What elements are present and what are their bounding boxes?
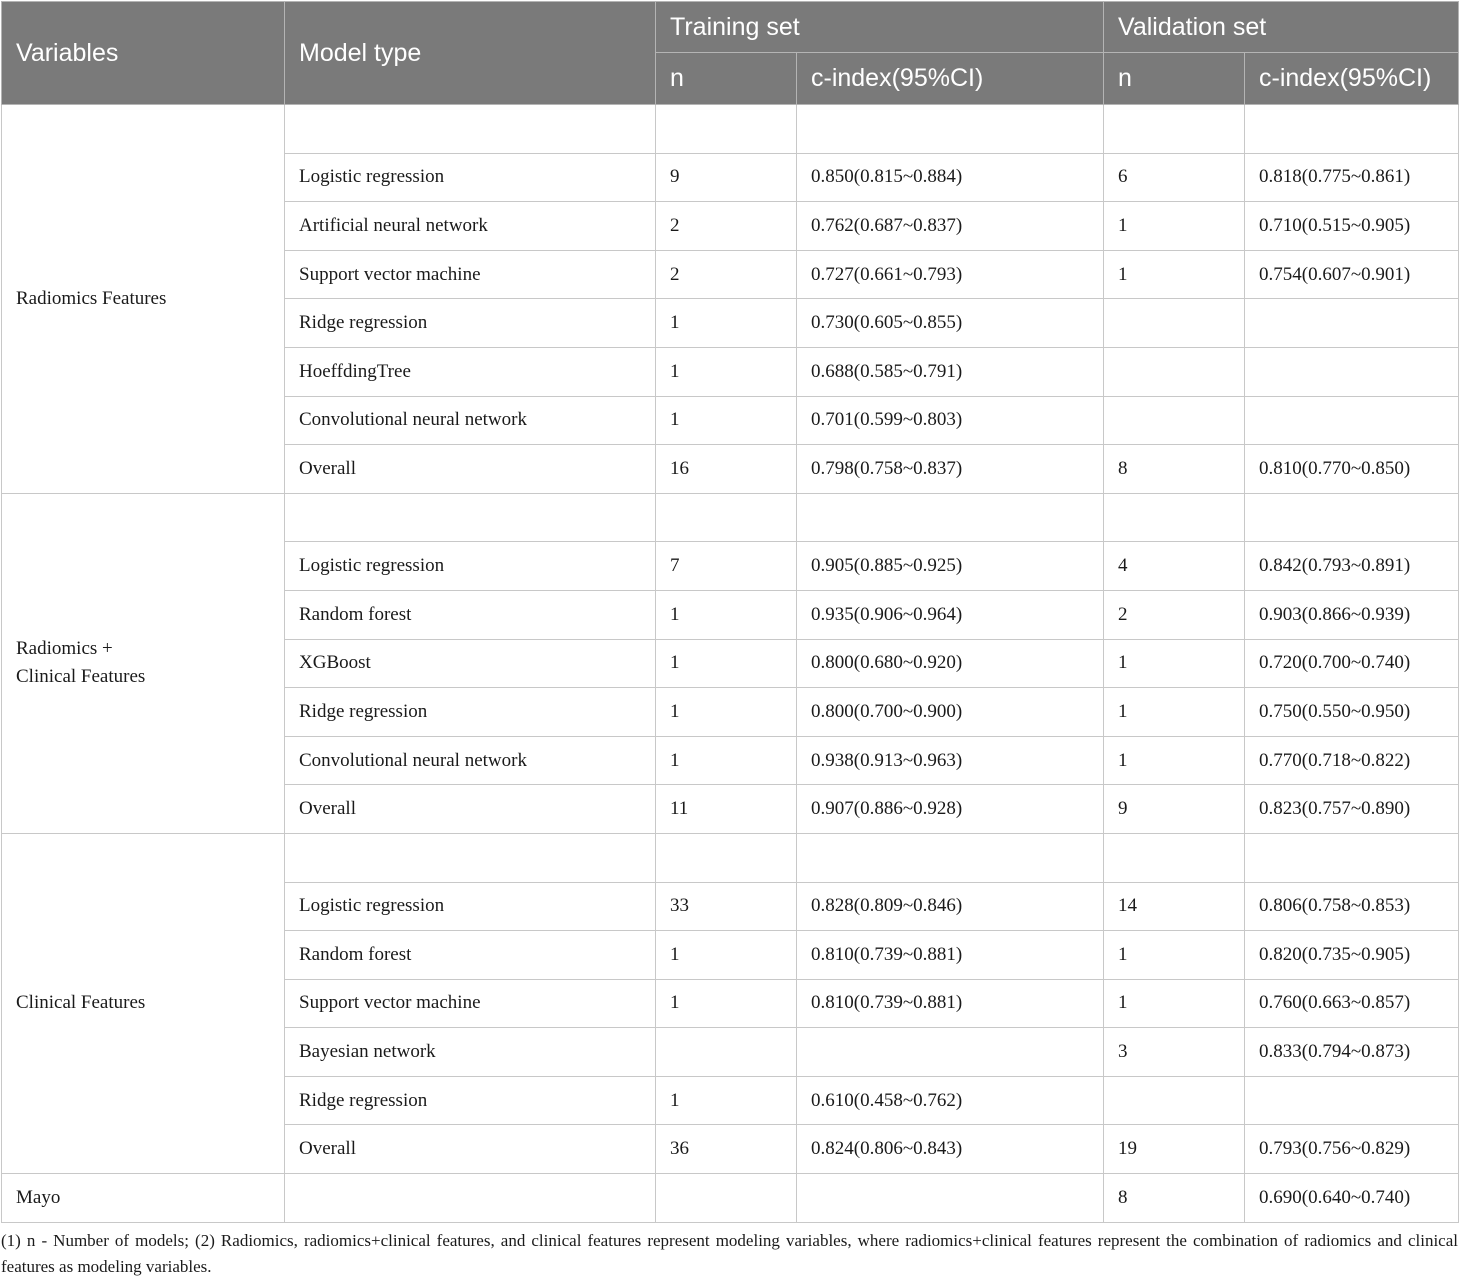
training-n-cell: 2 (656, 250, 797, 299)
training-cindex-cell: 0.800(0.700~0.900) (797, 688, 1104, 737)
training-n-cell: 1 (656, 688, 797, 737)
validation-n-cell: 19 (1104, 1125, 1245, 1174)
table-row (2, 1174, 1459, 1223)
training-n-cell: 1 (656, 931, 797, 980)
training-cindex-cell: 0.938(0.913~0.963) (797, 736, 1104, 785)
training-n-cell: 33 (656, 882, 797, 931)
training-n-cell: 36 (656, 1125, 797, 1174)
training-n-cell: 1 (656, 396, 797, 445)
training-cindex-cell: 0.828(0.809~0.846) (797, 882, 1104, 931)
validation-n-cell: 9 (1104, 785, 1245, 834)
model-type-cell: Ridge regression (285, 299, 656, 348)
header-training-cindex: c-index(95%CI) (797, 53, 1104, 105)
model-type-cell: Logistic regression (285, 153, 656, 202)
validation-n-cell: 1 (1104, 931, 1245, 980)
validation-n-cell: 4 (1104, 542, 1245, 591)
model-type-cell: Random forest (285, 931, 656, 980)
training-n-cell: 7 (656, 542, 797, 591)
validation-cindex-cell (1245, 833, 1459, 882)
training-n-cell: 1 (656, 590, 797, 639)
training-n-cell: 1 (656, 639, 797, 688)
training-n-cell (656, 833, 797, 882)
model-type-cell: Overall (285, 445, 656, 494)
model-type-cell: Logistic regression (285, 542, 656, 591)
validation-n-cell: 6 (1104, 153, 1245, 202)
validation-cindex-cell: 0.810(0.770~0.850) (1245, 445, 1459, 494)
model-type-cell: Convolutional neural network (285, 396, 656, 445)
training-n-cell: 9 (656, 153, 797, 202)
training-cindex-cell (797, 493, 1104, 542)
training-cindex-cell: 0.810(0.739~0.881) (797, 979, 1104, 1028)
validation-n-cell (1104, 493, 1245, 542)
training-cindex-cell: 0.610(0.458~0.762) (797, 1076, 1104, 1125)
model-type-cell: Convolutional neural network (285, 736, 656, 785)
validation-n-cell: 1 (1104, 979, 1245, 1028)
model-type-cell: Ridge regression (285, 688, 656, 737)
header-model-type: Model type (285, 2, 656, 105)
table-body (2, 105, 1459, 1223)
table-row (2, 105, 1459, 154)
validation-cindex-cell: 0.754(0.607~0.901) (1245, 250, 1459, 299)
variable-group-cell: Clinical Features (2, 833, 285, 1173)
training-n-cell (656, 1174, 797, 1223)
training-cindex-cell: 0.727(0.661~0.793) (797, 250, 1104, 299)
training-cindex-cell: 0.850(0.815~0.884) (797, 153, 1104, 202)
table-footnote: (1) n - Number of models; (2) Radiomics, radiomics+clinical features, and clinical features represent modeling variables, where radiomics+clinical features represent the combination of radiomics and clinical features as modeling variables. (1, 1231, 1458, 1276)
training-cindex-cell: 0.701(0.599~0.803) (797, 396, 1104, 445)
training-cindex-cell (797, 105, 1104, 154)
header-validation-cindex: c-index(95%CI) (1245, 53, 1459, 105)
validation-n-cell (1104, 105, 1245, 154)
header-training-n: n (656, 53, 797, 105)
model-type-cell: Logistic regression (285, 882, 656, 931)
training-n-cell: 1 (656, 1076, 797, 1125)
validation-cindex-cell (1245, 347, 1459, 396)
validation-cindex-cell: 0.750(0.550~0.950) (1245, 688, 1459, 737)
validation-n-cell (1104, 1076, 1245, 1125)
variable-group-cell: Mayo (2, 1174, 285, 1223)
validation-cindex-cell (1245, 299, 1459, 348)
training-n-cell: 1 (656, 736, 797, 785)
model-type-cell: Random forest (285, 590, 656, 639)
validation-cindex-cell: 0.820(0.735~0.905) (1245, 931, 1459, 980)
model-type-cell: Overall (285, 1125, 656, 1174)
results-table (1, 1, 1459, 1223)
validation-cindex-cell: 0.710(0.515~0.905) (1245, 202, 1459, 251)
table-header (2, 2, 1459, 105)
validation-cindex-cell: 0.806(0.758~0.853) (1245, 882, 1459, 931)
validation-n-cell (1104, 347, 1245, 396)
validation-n-cell (1104, 299, 1245, 348)
validation-n-cell: 1 (1104, 639, 1245, 688)
training-n-cell: 1 (656, 299, 797, 348)
training-n-cell (656, 105, 797, 154)
training-n-cell: 11 (656, 785, 797, 834)
validation-n-cell: 8 (1104, 1174, 1245, 1223)
validation-n-cell: 3 (1104, 1028, 1245, 1077)
training-n-cell: 16 (656, 445, 797, 494)
validation-n-cell: 1 (1104, 250, 1245, 299)
validation-n-cell: 1 (1104, 736, 1245, 785)
training-n-cell: 1 (656, 347, 797, 396)
training-cindex-cell (797, 833, 1104, 882)
validation-n-cell: 8 (1104, 445, 1245, 494)
validation-n-cell (1104, 833, 1245, 882)
validation-cindex-cell: 0.823(0.757~0.890) (1245, 785, 1459, 834)
validation-cindex-cell: 0.818(0.775~0.861) (1245, 153, 1459, 202)
training-n-cell (656, 493, 797, 542)
validation-n-cell: 1 (1104, 688, 1245, 737)
training-cindex-cell: 0.730(0.605~0.855) (797, 299, 1104, 348)
training-cindex-cell: 0.907(0.886~0.928) (797, 785, 1104, 834)
training-cindex-cell (797, 1174, 1104, 1223)
validation-cindex-cell: 0.770(0.718~0.822) (1245, 736, 1459, 785)
model-type-cell (285, 105, 656, 154)
validation-cindex-cell: 0.720(0.700~0.740) (1245, 639, 1459, 688)
model-type-cell (285, 493, 656, 542)
training-cindex-cell: 0.762(0.687~0.837) (797, 202, 1104, 251)
header-validation-n: n (1104, 53, 1245, 105)
training-cindex-cell: 0.800(0.680~0.920) (797, 639, 1104, 688)
validation-cindex-cell (1245, 493, 1459, 542)
training-cindex-cell: 0.824(0.806~0.843) (797, 1125, 1104, 1174)
validation-n-cell (1104, 396, 1245, 445)
training-cindex-cell: 0.905(0.885~0.925) (797, 542, 1104, 591)
validation-cindex-cell: 0.793(0.756~0.829) (1245, 1125, 1459, 1174)
training-cindex-cell (797, 1028, 1104, 1077)
validation-cindex-cell: 0.842(0.793~0.891) (1245, 542, 1459, 591)
model-type-cell (285, 833, 656, 882)
validation-cindex-cell (1245, 396, 1459, 445)
model-type-cell: Overall (285, 785, 656, 834)
validation-n-cell: 2 (1104, 590, 1245, 639)
validation-cindex-cell: 0.903(0.866~0.939) (1245, 590, 1459, 639)
model-type-cell: Bayesian network (285, 1028, 656, 1077)
model-type-cell: HoeffdingTree (285, 347, 656, 396)
validation-cindex-cell (1245, 1076, 1459, 1125)
validation-cindex-cell: 0.833(0.794~0.873) (1245, 1028, 1459, 1077)
model-type-cell: Artificial neural network (285, 202, 656, 251)
header-training-set: Training set (656, 2, 1104, 53)
training-n-cell: 1 (656, 979, 797, 1028)
validation-n-cell: 1 (1104, 202, 1245, 251)
training-cindex-cell: 0.798(0.758~0.837) (797, 445, 1104, 494)
model-type-cell: Ridge regression (285, 1076, 656, 1125)
header-validation-set: Validation set (1104, 2, 1459, 53)
training-cindex-cell: 0.810(0.739~0.881) (797, 931, 1104, 980)
model-type-cell: XGBoost (285, 639, 656, 688)
validation-cindex-cell: 0.760(0.663~0.857) (1245, 979, 1459, 1028)
model-type-cell: Support vector machine (285, 250, 656, 299)
model-type-cell (285, 1174, 656, 1223)
variable-group-cell: Radiomics Features (2, 105, 285, 494)
training-n-cell (656, 1028, 797, 1077)
training-cindex-cell: 0.688(0.585~0.791) (797, 347, 1104, 396)
validation-cindex-cell (1245, 105, 1459, 154)
training-n-cell: 2 (656, 202, 797, 251)
header-variables: Variables (2, 2, 285, 105)
training-cindex-cell: 0.935(0.906~0.964) (797, 590, 1104, 639)
validation-cindex-cell: 0.690(0.640~0.740) (1245, 1174, 1459, 1223)
model-type-cell: Support vector machine (285, 979, 656, 1028)
validation-n-cell: 14 (1104, 882, 1245, 931)
table-row (2, 833, 1459, 882)
table-row (2, 493, 1459, 542)
variable-group-cell: Radiomics + Clinical Features (2, 493, 285, 833)
